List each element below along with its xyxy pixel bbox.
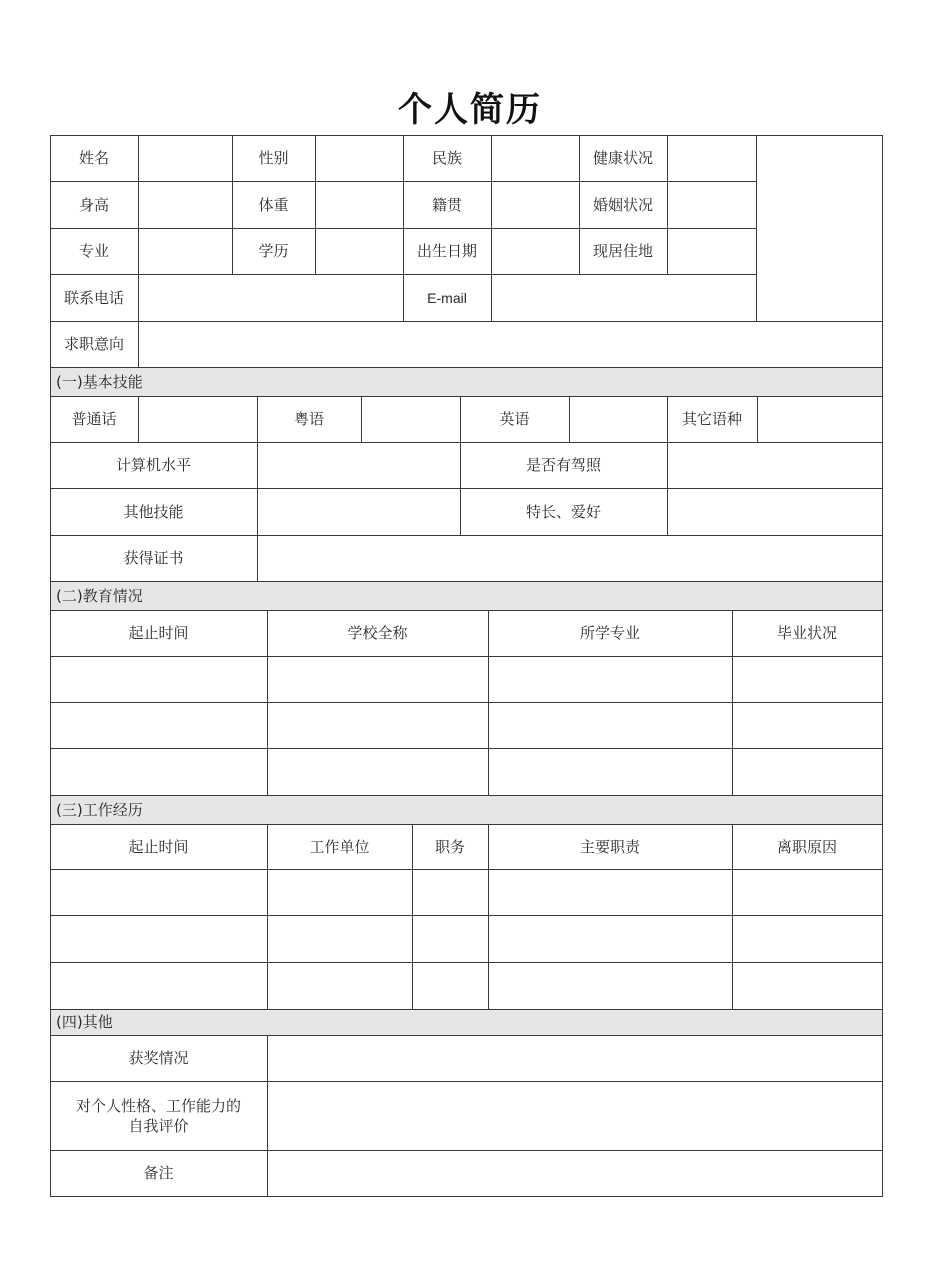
table-rule bbox=[50, 1196, 883, 1197]
label-gender: 性别 bbox=[258, 149, 289, 167]
work-cell[interactable] bbox=[413, 963, 488, 1009]
work-cell[interactable] bbox=[268, 870, 412, 915]
label-height: 身高 bbox=[78, 195, 109, 214]
label-health: 健康状况 bbox=[592, 149, 653, 167]
work-column-header: 主要职责 bbox=[579, 837, 640, 856]
name-field[interactable] bbox=[139, 136, 232, 181]
height-field[interactable] bbox=[139, 182, 232, 228]
self-evaluation-field[interactable] bbox=[268, 1082, 882, 1150]
work-column-header: 起止时间 bbox=[128, 837, 189, 856]
label-marital-status: 婚姻状况 bbox=[592, 195, 653, 214]
education-column-header: 所学专业 bbox=[579, 624, 640, 642]
table-rule bbox=[882, 135, 883, 1197]
education-cell[interactable] bbox=[268, 749, 488, 795]
computer-level-field[interactable] bbox=[258, 443, 460, 488]
education-cell[interactable] bbox=[51, 749, 267, 795]
label-birth-date: 出生日期 bbox=[416, 242, 477, 260]
label-driver-license: 是否有驾照 bbox=[525, 456, 601, 474]
label-name: 姓名 bbox=[78, 149, 109, 167]
work-cell[interactable] bbox=[489, 963, 732, 1009]
work-cell[interactable] bbox=[268, 963, 412, 1009]
label-residence: 现居住地 bbox=[592, 242, 653, 260]
education-column-header: 学校全称 bbox=[347, 624, 408, 642]
label-english: 英语 bbox=[499, 410, 530, 428]
hobbies-field[interactable] bbox=[668, 489, 882, 535]
section-header-work: (三)工作经历 bbox=[56, 800, 143, 819]
ethnicity-field[interactable] bbox=[492, 136, 579, 181]
label-self-evaluation: 对个人性格、工作能力的 自我评价 bbox=[75, 1096, 241, 1135]
driver-license-field[interactable] bbox=[668, 443, 882, 488]
remarks-field[interactable] bbox=[268, 1151, 882, 1196]
work-cell[interactable] bbox=[733, 963, 882, 1009]
health-field[interactable] bbox=[668, 136, 756, 181]
education-cell[interactable] bbox=[268, 703, 488, 748]
education-column-header: 起止时间 bbox=[128, 624, 189, 642]
education-cell[interactable] bbox=[489, 749, 732, 795]
awards-field[interactable] bbox=[268, 1036, 882, 1081]
label-computer-level: 计算机水平 bbox=[115, 456, 191, 474]
label-mandarin: 普通话 bbox=[71, 410, 117, 428]
work-column-header: 职务 bbox=[434, 837, 465, 856]
label-hobbies: 特长、爱好 bbox=[525, 502, 601, 521]
education-field[interactable] bbox=[316, 229, 403, 274]
work-cell[interactable] bbox=[733, 916, 882, 962]
label-education: 学历 bbox=[258, 242, 289, 260]
education-cell[interactable] bbox=[489, 657, 732, 702]
education-column-header: 毕业状况 bbox=[776, 624, 837, 642]
label-major: 专业 bbox=[78, 242, 109, 260]
education-cell[interactable] bbox=[51, 657, 267, 702]
mandarin-field[interactable] bbox=[139, 397, 257, 442]
gender-field[interactable] bbox=[316, 136, 403, 181]
english-field[interactable] bbox=[570, 397, 667, 442]
work-cell[interactable] bbox=[51, 916, 267, 962]
email-field[interactable] bbox=[492, 275, 756, 321]
work-cell[interactable] bbox=[489, 870, 732, 915]
label-remarks: 备注 bbox=[143, 1164, 174, 1182]
work-column-header: 离职原因 bbox=[776, 837, 837, 856]
education-cell[interactable] bbox=[733, 657, 882, 702]
work-cell[interactable] bbox=[733, 870, 882, 915]
education-cell[interactable] bbox=[51, 703, 267, 748]
label-awards: 获奖情况 bbox=[128, 1049, 189, 1067]
work-cell[interactable] bbox=[413, 916, 488, 962]
certificates-field[interactable] bbox=[258, 536, 882, 581]
other-language-field[interactable] bbox=[758, 397, 882, 442]
education-cell[interactable] bbox=[733, 703, 882, 748]
education-cell[interactable] bbox=[489, 703, 732, 748]
label-certificates: 获得证书 bbox=[123, 549, 184, 567]
education-cell[interactable] bbox=[268, 657, 488, 702]
label-email: E-mail bbox=[427, 289, 467, 306]
label-ethnicity: 民族 bbox=[431, 149, 462, 167]
photo-area[interactable] bbox=[757, 136, 882, 321]
cantonese-field[interactable] bbox=[362, 397, 460, 442]
other-skills-field[interactable] bbox=[258, 489, 460, 535]
page-title: 个人简历 bbox=[398, 90, 542, 130]
work-column-header: 工作单位 bbox=[309, 837, 370, 856]
birth-date-field[interactable] bbox=[492, 229, 579, 274]
work-cell[interactable] bbox=[489, 916, 732, 962]
education-cell[interactable] bbox=[733, 749, 882, 795]
label-other-skills: 其他技能 bbox=[123, 502, 184, 521]
work-cell[interactable] bbox=[51, 963, 267, 1009]
section-header-other: (四)其他 bbox=[56, 1013, 113, 1031]
residence-field[interactable] bbox=[668, 229, 756, 274]
label-weight: 体重 bbox=[258, 195, 289, 214]
weight-field[interactable] bbox=[316, 182, 403, 228]
section-header-education: (二)教育情况 bbox=[56, 586, 143, 605]
section-header-skills: (一)基本技能 bbox=[56, 372, 143, 391]
work-cell[interactable] bbox=[413, 870, 488, 915]
job-intent-field[interactable] bbox=[139, 322, 882, 367]
label-job-intent: 求职意向 bbox=[63, 335, 124, 353]
native-place-field[interactable] bbox=[492, 182, 579, 228]
work-cell[interactable] bbox=[268, 916, 412, 962]
label-other-language: 其它语种 bbox=[681, 410, 742, 428]
label-phone: 联系电话 bbox=[63, 288, 124, 307]
label-cantonese: 粤语 bbox=[293, 410, 324, 428]
work-cell[interactable] bbox=[51, 870, 267, 915]
phone-field[interactable] bbox=[139, 275, 403, 321]
label-native-place: 籍贯 bbox=[431, 195, 462, 214]
marital-status-field[interactable] bbox=[668, 182, 756, 228]
major-field[interactable] bbox=[139, 229, 232, 274]
